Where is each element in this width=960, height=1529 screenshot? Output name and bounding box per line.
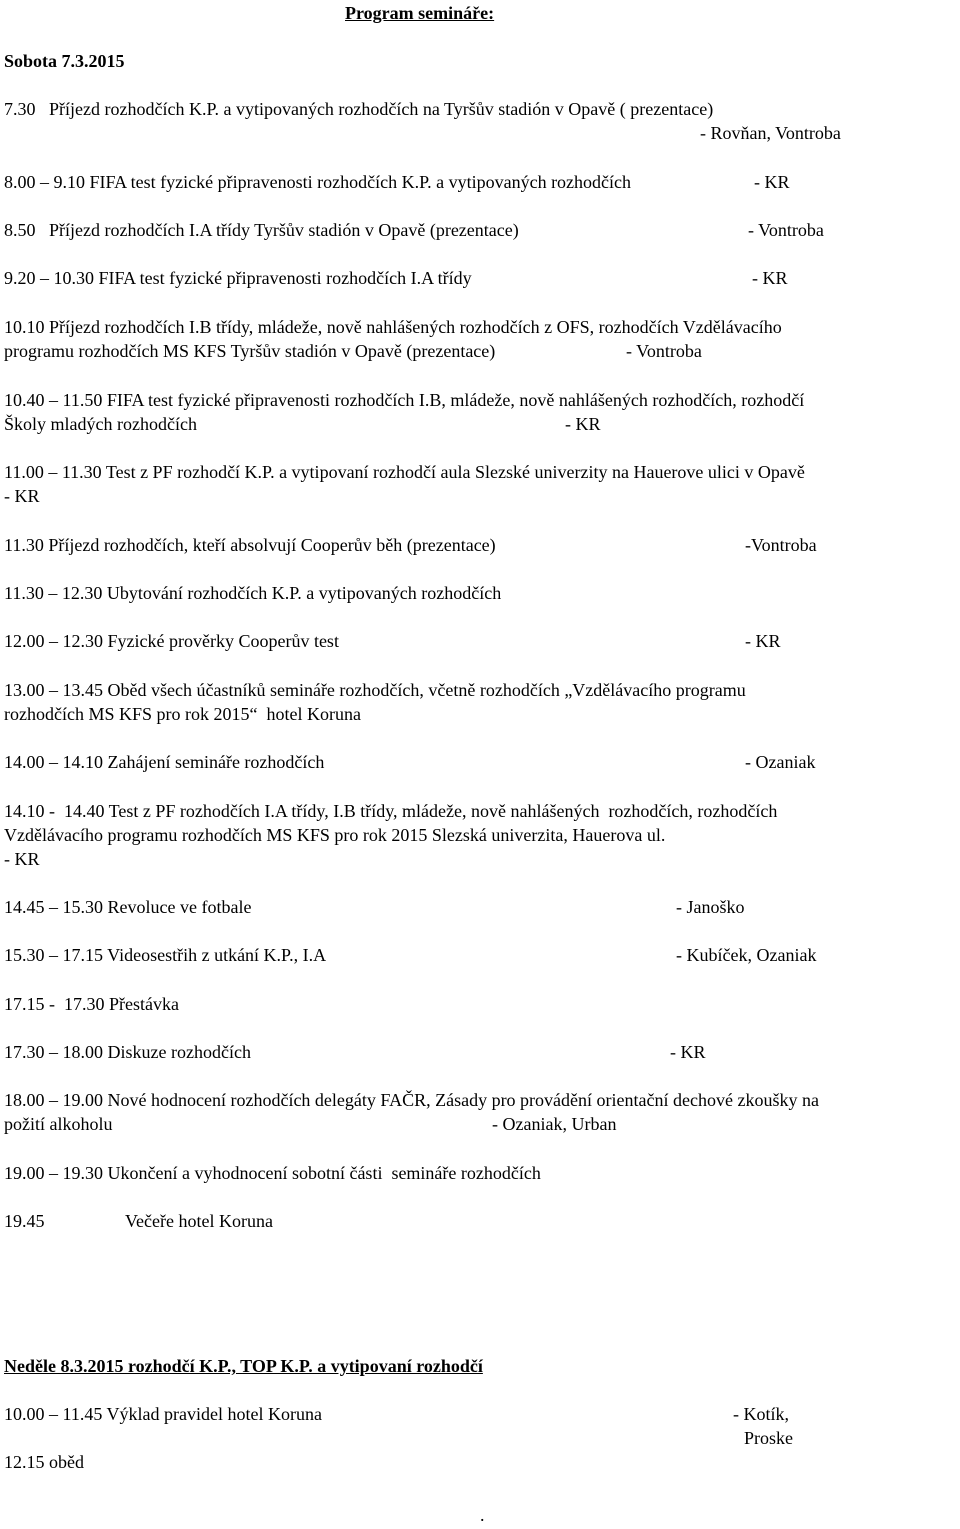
schedule-item-person: - Kubíček, Ozaniak bbox=[676, 945, 817, 965]
footer-mark: . bbox=[480, 1505, 485, 1525]
schedule-item-text: 13.00 – 13.45 Oběd všech účastníků semináře rozhodčích, včetně rozhodčích „Vzdělávacího programu bbox=[4, 680, 746, 700]
schedule-item-text: 14.00 – 14.10 Zahájení semináře rozhodčích bbox=[4, 752, 325, 772]
schedule-item-person: - Vontroba bbox=[748, 220, 824, 240]
saturday-heading: Sobota 7.3.2015 bbox=[4, 51, 125, 71]
schedule-item-text: 8.50 Příjezd rozhodčích I.A třídy Tyršův stadión v Opavě (prezentace) bbox=[4, 220, 519, 240]
schedule-item-text: 19.00 – 19.30 Ukončení a vyhodnocení sobotní části semináře rozhodčích bbox=[4, 1163, 541, 1183]
schedule-item-person: - KR bbox=[752, 268, 788, 288]
schedule-item-person: - KR bbox=[670, 1042, 706, 1062]
schedule-item-text: 17.15 - 17.30 Přestávka bbox=[4, 994, 179, 1014]
schedule-item-person: - Ozaniak, Urban bbox=[492, 1114, 617, 1134]
schedule-item-person: - KR bbox=[745, 631, 781, 651]
schedule-item-text: požití alkoholu bbox=[4, 1114, 113, 1134]
schedule-item-person: - KR bbox=[4, 849, 40, 869]
schedule-item-person: - Ozaniak bbox=[745, 752, 816, 772]
schedule-item-text: 12.15 oběd bbox=[4, 1452, 84, 1472]
schedule-item-text: 10.40 – 11.50 FIFA test fyzické připravenosti rozhodčích I.B, mládeže, nově nahlášených rozhodčích, rozhodčí bbox=[4, 390, 805, 410]
schedule-item-text: Vzdělávacího programu rozhodčích MS KFS pro rok 2015 Slezská univerzita, Hauerova ul. bbox=[4, 825, 666, 845]
schedule-item-text: 10.00 – 11.45 Výklad pravidel hotel Koruna bbox=[4, 1404, 322, 1424]
schedule-item-text: 15.30 – 17.15 Videosestřih z utkání K.P., I.A bbox=[4, 945, 327, 965]
schedule-item-text: 14.10 - 14.40 Test z PF rozhodčích I.A třídy, I.B třídy, mládeže, nově nahlášených rozhodčích, rozhodčích bbox=[4, 801, 778, 821]
schedule-item-text: rozhodčích MS KFS pro rok 2015“ hotel Koruna bbox=[4, 704, 361, 724]
schedule-item-person: - KR bbox=[4, 486, 40, 506]
sunday-heading: Neděle 8.3.2015 rozhodčí K.P., TOP K.P. a vytipovaní rozhodčí bbox=[4, 1356, 483, 1376]
schedule-item-person: - Rovňan, Vontroba bbox=[700, 123, 841, 143]
schedule-item-person: - Janoško bbox=[676, 897, 745, 917]
page-title: Program semináře: bbox=[345, 3, 495, 23]
schedule-item-text: 14.45 – 15.30 Revoluce ve fotbale bbox=[4, 897, 252, 917]
schedule-item-person: - KR bbox=[754, 172, 790, 192]
schedule-item-person: -Vontroba bbox=[745, 535, 817, 555]
schedule-item-text: 12.00 – 12.30 Fyzické prověrky Cooperův test bbox=[4, 631, 339, 651]
schedule-item-text: programu rozhodčích MS KFS Tyršův stadión v Opavě (prezentace) bbox=[4, 341, 496, 361]
schedule-item-text: 11.00 – 11.30 Test z PF rozhodčí K.P. a vytipovaní rozhodčí aula Slezské univerzity na Hauerove ulici v Opavě bbox=[4, 462, 805, 482]
schedule-item-text: 11.30 Příjezd rozhodčích, kteří absolvují Cooperův běh (prezentace) bbox=[4, 535, 496, 555]
schedule-item-time: 19.45 bbox=[4, 1211, 45, 1231]
schedule-item-text: Školy mladých rozhodčích bbox=[4, 414, 197, 434]
schedule-item-text: 11.30 – 12.30 Ubytování rozhodčích K.P. a vytipovaných rozhodčích bbox=[4, 583, 502, 603]
schedule-item-person: - Kotík, bbox=[733, 1404, 789, 1424]
schedule-item-person: Proske bbox=[744, 1428, 793, 1448]
schedule-item-text: 17.30 – 18.00 Diskuze rozhodčích bbox=[4, 1042, 251, 1062]
schedule-item-text: 10.10 Příjezd rozhodčích I.B třídy, mládeže, nově nahlášených rozhodčích z OFS, rozhodčích Vzdělávacího bbox=[4, 317, 782, 337]
schedule-item-person: - Vontroba bbox=[626, 341, 702, 361]
schedule-item-text: 7.30 Příjezd rozhodčích K.P. a vytipovaných rozhodčích na Tyršův stadión v Opavě ( prezentace) bbox=[4, 99, 714, 119]
schedule-item-text: 18.00 – 19.00 Nové hodnocení rozhodčích delegáty FAČR, Zásady pro provádění orientační dechové zkoušky na bbox=[4, 1090, 819, 1110]
schedule-item-text: 8.00 – 9.10 FIFA test fyzické připravenosti rozhodčích K.P. a vytipovaných rozhodčích bbox=[4, 172, 632, 192]
schedule-item-text: 9.20 – 10.30 FIFA test fyzické připravenosti rozhodčích I.A třídy bbox=[4, 268, 472, 288]
schedule-item-text: Večeře hotel Koruna bbox=[125, 1211, 273, 1231]
schedule-item-person: - KR bbox=[565, 414, 601, 434]
